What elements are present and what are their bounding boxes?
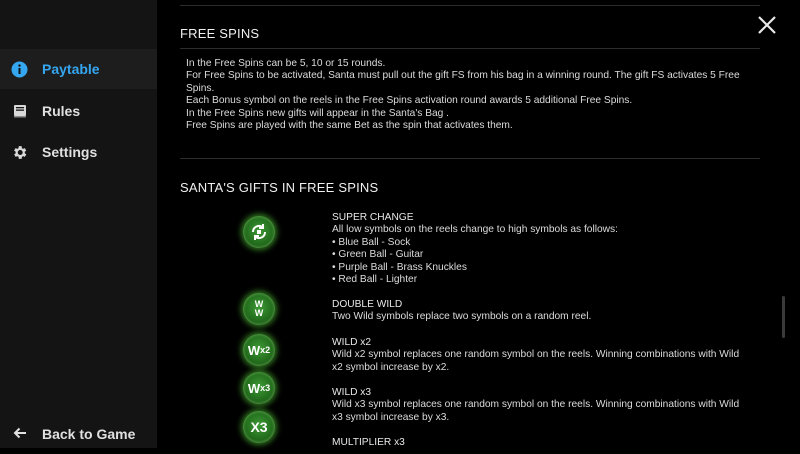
text-line: • Red Ball - Lighter (332, 274, 418, 286)
gift-title: WILD x2 (332, 337, 372, 348)
close-button[interactable] (757, 15, 777, 35)
free-spins-description (186, 58, 761, 132)
divider (180, 48, 760, 49)
arrow-left-icon (11, 424, 28, 441)
text-line: Wild x2 symbol replaces one random symbol on the reels. Winning combinations with Wild x2 symbol increase by x2. (332, 349, 740, 373)
sidebar-item-label: Rules (42, 103, 81, 119)
divider (180, 158, 760, 159)
gift-title: DOUBLE WILD (332, 299, 403, 310)
close-icon (757, 15, 777, 35)
text-line: Free Spins are played with the same Bet as the spin that activates them. (186, 120, 513, 132)
info-icon (11, 61, 28, 78)
text-line: • Blue Ball - Sock (332, 236, 411, 248)
text-line: • Purple Ball - Brass Knuckles (332, 261, 467, 273)
sidebar-item-label: Paytable (42, 61, 100, 77)
gift-super-change (332, 212, 752, 286)
text-line: Wild x3 symbol replaces one random symbol on the reels. Winning combinations with Wild x3 symbol increase by x3. (332, 399, 740, 423)
text-line: Each Bonus symbol on the reels in the Free Spins activation round awards 5 additional Free Spins. (186, 95, 633, 107)
gift-title: SUPER CHANGE (332, 212, 414, 223)
gift-title: MULTIPLIER x3 (332, 437, 405, 448)
sidebar-item-paytable[interactable] (0, 49, 157, 89)
scrollbar[interactable] (782, 296, 785, 338)
wild-x2-icon: W x2 (243, 334, 275, 366)
gear-icon (11, 144, 28, 161)
multiplier-x3-icon: X3 (243, 411, 275, 443)
text-line: • Green Ball - Guitar (332, 249, 424, 261)
text-line: In the Free Spins can be 5, 10 or 15 rounds. (186, 58, 386, 69)
sidebar-item-label: Settings (42, 144, 98, 160)
back-to-game-button[interactable] (0, 414, 157, 454)
sidebar-item-settings[interactable] (0, 132, 157, 172)
text-line: All low symbols on the reels change to high symbols as follows: (332, 224, 618, 236)
divider (180, 5, 760, 6)
text-line: Two Wild symbols replace two symbols on a random reel. (332, 311, 592, 323)
sidebar-item-rules[interactable] (0, 91, 157, 131)
gift-wild-x3 (332, 387, 752, 424)
gifts-title: SANTA'S GIFTS IN FREE SPINS (180, 180, 379, 195)
sidebar (0, 0, 157, 448)
gift-title: WILD x3 (332, 387, 372, 398)
book-icon (11, 103, 28, 120)
gift-wild-x2 (332, 337, 752, 374)
gift-double-wild (332, 299, 752, 324)
text-line: For Free Spins to be activated, Santa must pull out the gift FS from his bag in a winning round. The gift FS activates 5 Free Spins. (186, 70, 740, 94)
super-change-icon (243, 216, 275, 248)
text-line: In the Free Spins new gifts will appear in the Santa's Bag . (186, 107, 450, 119)
wild-x3-icon: W x3 (243, 372, 275, 404)
double-wild-icon: W W (243, 293, 275, 325)
free-spins-title: FREE SPINS (180, 26, 260, 41)
back-to-game-label: Back to Game (42, 426, 136, 442)
